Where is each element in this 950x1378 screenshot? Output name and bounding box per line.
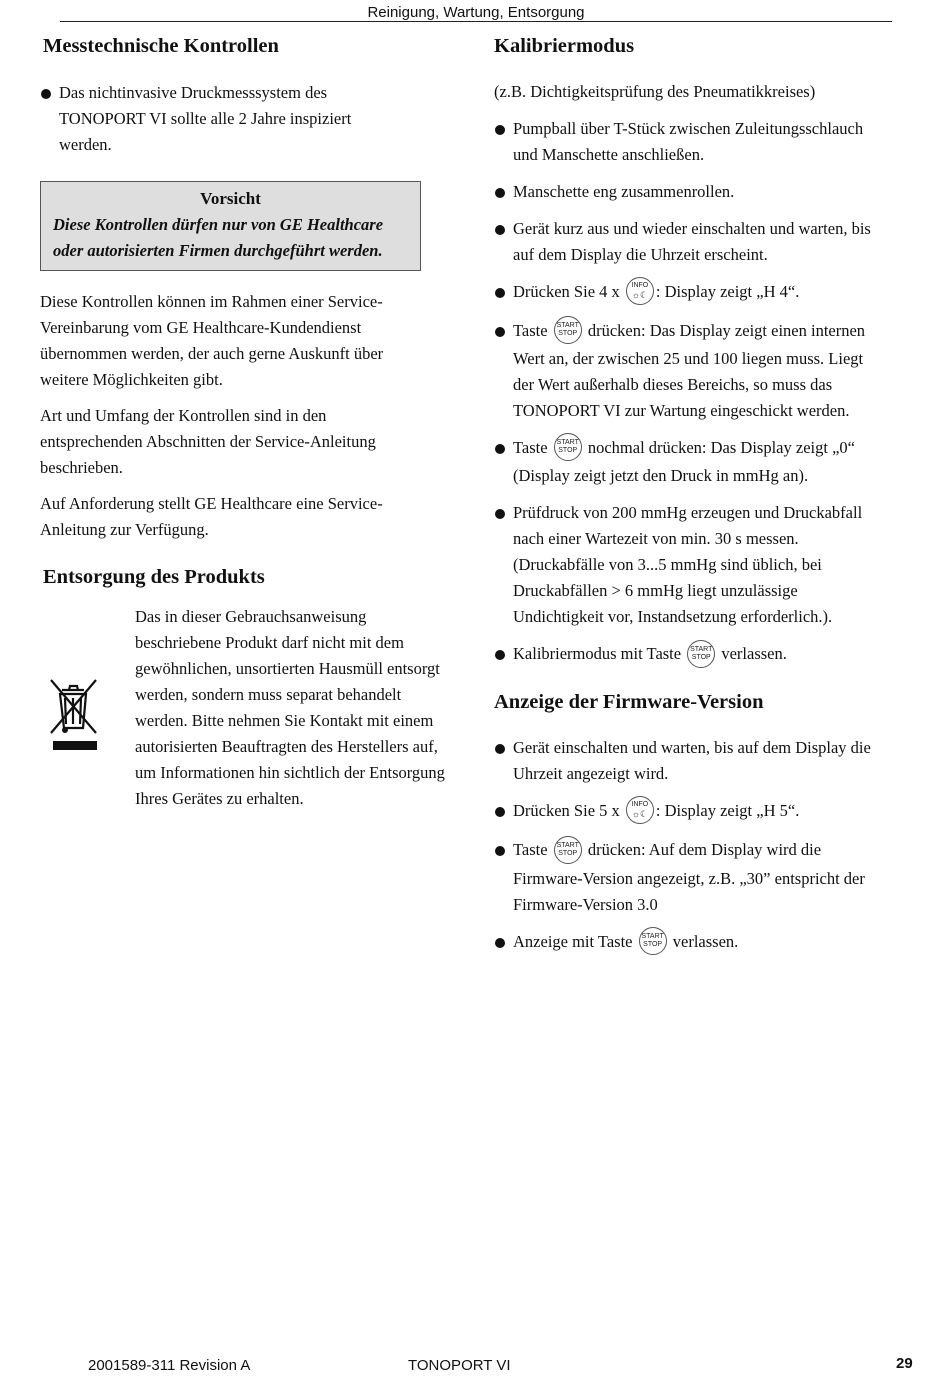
bullet-icon	[495, 744, 505, 754]
list-item	[494, 798, 886, 826]
footer-product: TONOPORT VI	[408, 1357, 511, 1374]
list-item	[494, 216, 886, 268]
list-item-text: Drücken Sie 5 x	[513, 801, 620, 821]
caution-title: Vorsicht	[200, 188, 261, 208]
info-key-icon: INFO ☼☾	[626, 277, 654, 305]
caution-box	[40, 181, 421, 271]
start-stop-key-icon: START STOP	[554, 316, 582, 344]
list-item	[494, 318, 886, 424]
bullet-icon	[495, 509, 505, 519]
start-stop-key-icon: START STOP	[554, 836, 582, 864]
bullet-icon	[495, 846, 505, 856]
list-item	[494, 837, 886, 917]
list-item	[494, 500, 886, 630]
section-title-firmware-version: Anzeige der Firmware-Version	[494, 690, 764, 713]
list-item-text: Gerät einschalten und warten, bis auf dem Display die Uhrzeit angezeigt wird.	[513, 738, 871, 784]
bullet-icon	[495, 288, 505, 298]
list-item-text: Kalibriermodus mit Taste	[513, 644, 682, 664]
list-item	[40, 80, 389, 158]
list-item-text: Taste	[513, 320, 548, 340]
bullet-icon	[495, 444, 505, 454]
list-item-text: drücken: Auf dem Display wird die Firmware-Version angezeigt, z.B. „30” entspricht der Firmware-Version 3.0	[513, 840, 865, 914]
list-item	[494, 641, 886, 669]
list-item	[494, 929, 886, 957]
list-item	[494, 435, 886, 489]
start-stop-key-icon: START STOP	[639, 927, 667, 955]
list-item-text: drücken: Das Display zeigt einen internen Wert an, der zwischen 25 und 100 liegen muss. Liegt der Wert außerhalb dieses Bereichs, so muss das TONOPORT VI zur Wartung eingeschickt werden.	[513, 320, 866, 421]
list-item-text: Gerät kurz aus und wieder einschalten und warten, bis auf dem Display die Uhrzeit erscheint.	[513, 218, 871, 264]
section-title-entsorgung: Entsorgung des Produkts	[43, 565, 265, 588]
footer-doc-number: 2001589-311 Revision A	[88, 1357, 251, 1374]
list-item-text: Das nichtinvasive Druckmesssystem des TONOPORT VI sollte alle 2 Jahre inspiziert werden.	[59, 82, 352, 154]
weee-crossed-bin-icon	[49, 678, 99, 754]
section-title-kalibriermodus: Kalibriermodus	[494, 35, 635, 57]
list-item-text: Manschette eng zusammenrollen.	[513, 181, 735, 201]
list-item-text: verlassen.	[721, 644, 787, 664]
bullet-icon	[495, 225, 505, 235]
list-item-text: Prüfdruck von 200 mmHg erzeugen und Druckabfall nach einer Wartezeit von min. 30 s messen. (Druckabfälle von 3...5 mmHg sind üblich, bei Druckabfällen > 6 mmHg liegt unzulässige Undichtigkeit vor, Instandsetzung erforderlich.).	[513, 503, 863, 627]
list-item-text: nochmal drücken: Das Display zeigt „0“ (Display zeigt jetzt den Druck in mmHg an).	[513, 438, 855, 486]
disposal-text: Das in dieser Gebrauchsanweisung beschriebene Produkt darf nicht mit dem gewöhnlichen, unsortierten Hausmüll entsorgt werden, sondern muss separat behandelt werden. Bitte nehmen Sie Kontakt mit einem autorisierten Beauftragten des Herstellers auf, um Informationen hin sichtlich der Entsorgung Ihres Gerätes zu erhalten.	[135, 607, 445, 808]
right-column	[494, 30, 886, 957]
bullet-icon	[495, 938, 505, 948]
list-item-text: : Display zeigt „H 4“.	[655, 281, 800, 301]
list-item-text: Anzeige mit Taste	[513, 931, 633, 951]
caution-text: Diese Kontrollen dürfen nur von GE Healthcare oder autorisierten Firmen durchgeführt werden.	[53, 214, 384, 260]
list-item-text: Pumpball über T-Stück zwischen Zuleitungsschlauch und Manschette anschließen.	[513, 118, 864, 164]
paragraph: Diese Kontrollen können im Rahmen einer Service-Vereinbarung vom GE Healthcare-Kundendienst übernommen werden, der auch gerne Auskunft über weitere Möglichkeiten gibt.	[40, 291, 384, 389]
bullet-icon	[41, 89, 51, 99]
header-rule	[60, 21, 892, 22]
list-item	[494, 735, 886, 787]
list-item-text: : Display zeigt „H 5“.	[655, 801, 800, 821]
list-item	[494, 179, 886, 205]
start-stop-key-icon: START STOP	[554, 433, 582, 461]
list-item-text: Taste	[513, 840, 548, 860]
left-column	[40, 30, 450, 590]
bullet-icon	[495, 807, 505, 817]
start-stop-key-icon: START STOP	[687, 640, 715, 668]
bullet-icon	[495, 327, 505, 337]
paragraph: Auf Anforderung stellt GE Healthcare eine Service-Anleitung zur Verfügung.	[40, 493, 383, 539]
list-item	[494, 279, 886, 307]
intro-text: (z.B. Dichtigkeitsprüfung des Pneumatikkreises)	[494, 81, 816, 101]
list-item-text: verlassen.	[672, 931, 739, 951]
list-item-text: Drücken Sie 4 x	[513, 281, 620, 301]
list-item-text: Taste	[513, 438, 548, 458]
paragraph: Art und Umfang der Kontrollen sind in den entsprechenden Abschnitten der Service-Anleitung beschrieben.	[40, 405, 376, 477]
bullet-icon	[495, 125, 505, 135]
bullet-icon	[495, 188, 505, 198]
page-number: 29	[896, 1355, 913, 1372]
bullet-icon	[495, 650, 505, 660]
list-item	[494, 116, 886, 168]
section-title-messtechnische-kontrollen: Messtechnische Kontrollen	[43, 35, 279, 57]
info-key-icon: INFO ☼☾	[626, 796, 654, 824]
running-header: Reinigung, Wartung, Entsorgung	[367, 4, 585, 21]
